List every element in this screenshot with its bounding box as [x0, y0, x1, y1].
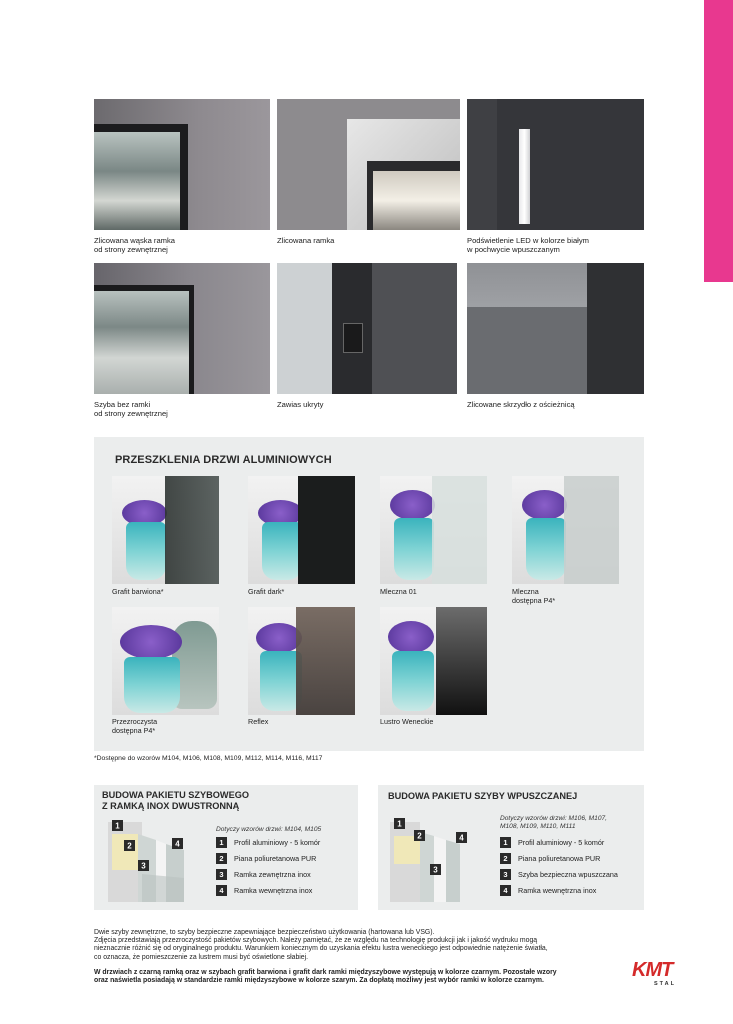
glass-caption-2: Grafit dark* — [248, 587, 285, 596]
caption-flush-leaf: Zlicowane skrzydło z ościeżnicą — [467, 400, 575, 409]
glass-caption-1: Grafit barwiona* — [112, 587, 164, 596]
glass-sample-mleczna — [512, 476, 619, 584]
logo-brand: KMT — [632, 959, 673, 981]
glass-sample-przezroczysta — [112, 607, 219, 715]
photo-narrow-frame — [94, 99, 270, 230]
glass-sample-mleczna-01 — [380, 476, 487, 584]
package-left-legend-4: 4 Ramka wewnętrzna inox — [216, 885, 312, 896]
glass-caption-6: Reflex — [248, 717, 269, 726]
photo-frameless-glass — [94, 263, 270, 394]
glass-caption-3: Mleczna 01 — [380, 587, 417, 596]
diagram-left-num-2: 2 — [127, 841, 132, 851]
package-right-legend-1: 1 Profil aluminiowy - 5 komór — [500, 837, 604, 848]
photo-hidden-hinge — [277, 263, 457, 394]
diagram-right-num-2: 2 — [417, 831, 422, 841]
caption-frameless: Szyba bez ramki od strony zewnętrznej — [94, 400, 168, 418]
diagram-left-num-1: 1 — [115, 821, 120, 831]
package-right-title: BUDOWA PAKIETU SZYBY WPUSZCZANEJ — [388, 791, 578, 801]
glazing-title: PRZESZKLENIA DRZWI ALUMINIOWYCH — [115, 454, 332, 466]
photo-flush-leaf — [467, 263, 644, 394]
glazing-footnote: *Dostępne do wzorów M104, M106, M108, M109, M112, M114, M116, M117 — [94, 755, 323, 762]
glass-sample-reflex — [248, 607, 355, 715]
glass-caption-5: Przezroczysta dostępna P4* — [112, 717, 158, 735]
pink-side-tab — [704, 0, 733, 282]
caption-hinge: Zawias ukryty — [277, 400, 324, 409]
package-left-legend-3: 3 Ramka zewnętrzna inox — [216, 869, 311, 880]
package-left-legend-2: 2 Piana poliuretanowa PUR — [216, 853, 316, 864]
glass-sample-lustro-weneckie — [380, 607, 487, 715]
caption-narrow-frame: Zlicowana wąska ramka od strony zewnętrznej — [94, 236, 176, 254]
glass-sample-grafit-barwiona — [112, 476, 219, 584]
package-left-title: BUDOWA PAKIETU SZYBOWEGO Z RAMKĄ INOX DWUSTRONNĄ — [102, 790, 249, 811]
diagram-left-num-4: 4 — [175, 839, 180, 849]
notes-bold-paragraph: W drzwiach z czarną ramką oraz w szybach grafit barwiona i grafit dark ramki międzyszybowe występują w kolorze czarnym. Pozostałe wzory oraz naświetla posiadają w standardzie ramki międzyszybowe w kolorze szarym. Za dopłatą możliwy jest wybór ramki w kolorze czarnym. — [94, 969, 557, 985]
caption-led: Podświetlenie LED w kolorze białym w pochwycie wpuszczanym — [467, 236, 589, 254]
package-left-legend-1: 1 Profil aluminiowy - 5 komór — [216, 837, 320, 848]
package-right-note: Dotyczy wzorów drzwi: M106, M107, M108, M109, M110, M111 — [500, 815, 607, 830]
diagram-left-num-3: 3 — [141, 861, 146, 871]
kmt-logo — [632, 960, 696, 990]
package-right-legend-3: 3 Szyba bezpieczna wpuszczana — [500, 869, 618, 880]
glass-caption-7: Lustro Weneckie — [380, 717, 434, 726]
glass-sample-grafit-dark — [248, 476, 355, 584]
photo-led-handle — [467, 99, 644, 230]
glass-caption-4: Mleczna dostępna P4* — [512, 587, 556, 605]
notes-paragraph: Dwie szyby zewnętrzne, to szyby bezpieczne zapewniające bezpieczeństwo użytkowania (hartowana lub VSG). Zdjęcia przedstawiają przezroczystość pakietów szybowych. Należy pamiętać, że ze względu na technologię produkcji jak i jakość wydruku mogą nieznacznie różnić się od oryginalnego produktu. Warunkiem koniecznym do uzyskania efektu lustra weneckiego jest odpowiednie natężenie światła, co oznacza, że pomieszczenie za lustrem musi być oświetlone słabiej. — [94, 929, 548, 961]
package-right-diagram — [386, 814, 482, 904]
logo-sub: STAL — [654, 981, 676, 987]
diagram-right-num-4: 4 — [459, 833, 464, 843]
package-left-note: Dotyczy wzorów drzwi: M104, M105 — [216, 826, 322, 833]
diagram-right-num-3: 3 — [433, 865, 438, 875]
photo-flush-frame — [277, 99, 460, 230]
package-right-legend-4: 4 Ramka wewnętrzna inox — [500, 885, 596, 896]
package-left-diagram — [102, 814, 198, 904]
caption-flush-frame: Zlicowana ramka — [277, 236, 335, 245]
package-right-legend-2: 2 Piana poliuretanowa PUR — [500, 853, 600, 864]
diagram-right-num-1: 1 — [397, 819, 402, 829]
